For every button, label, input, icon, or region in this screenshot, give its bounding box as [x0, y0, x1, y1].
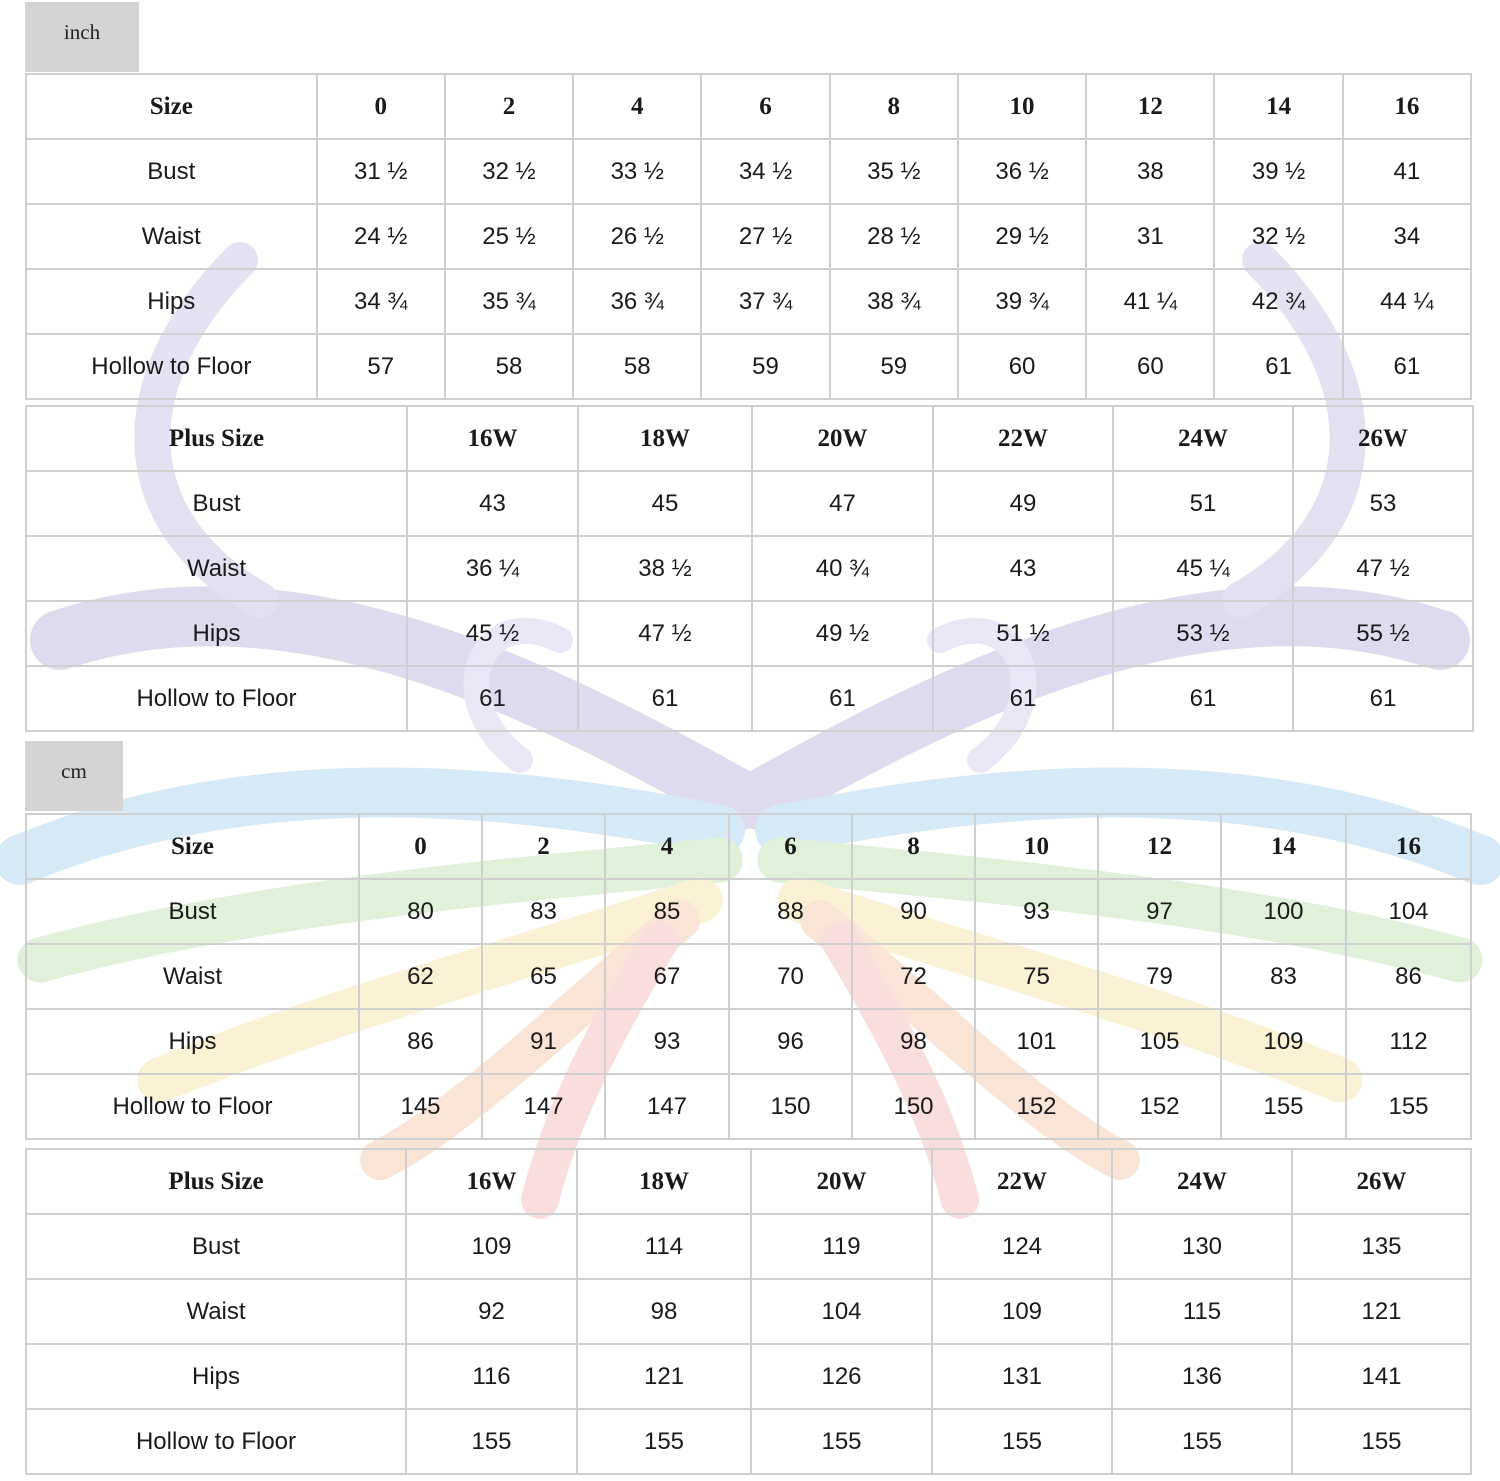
measurement-value-cell: 47 ½	[578, 601, 752, 666]
measurement-value-cell: 41	[1343, 139, 1471, 204]
measurement-value-cell: 45	[578, 471, 752, 536]
measurement-value-cell: 58	[573, 334, 701, 399]
measurement-value-cell: 59	[830, 334, 958, 399]
measurement-value-cell: 33 ½	[573, 139, 701, 204]
measurement-value-cell: 155	[1346, 1074, 1471, 1139]
measurement-value-cell: 131	[932, 1344, 1112, 1409]
header-label-cell: Size	[26, 814, 359, 879]
measurement-value-cell: 62	[359, 944, 482, 1009]
measurement-value-cell: 41 ¼	[1086, 269, 1214, 334]
measurement-value-cell: 65	[482, 944, 605, 1009]
measurement-value-cell: 45 ¼	[1113, 536, 1293, 601]
measurement-value-cell: 51 ½	[933, 601, 1113, 666]
measurement-value-cell: 104	[1346, 879, 1471, 944]
measurement-value-cell: 36 ¼	[407, 536, 578, 601]
measurement-value-cell: 92	[406, 1279, 577, 1344]
cm-standard-size-table	[25, 813, 1472, 1140]
table-row	[26, 1344, 1471, 1409]
measurement-value-cell: 124	[932, 1214, 1112, 1279]
measurement-value-cell: 97	[1098, 879, 1221, 944]
measurement-value-cell: 53 ½	[1113, 601, 1293, 666]
measurement-label-cell: Hips	[26, 1009, 359, 1074]
measurement-value-cell: 32 ½	[445, 139, 573, 204]
measurement-value-cell: 44 ¼	[1343, 269, 1471, 334]
size-header-cell: 18W	[577, 1149, 751, 1214]
table-row	[26, 944, 1471, 1009]
measurement-label-cell: Waist	[26, 944, 359, 1009]
measurement-value-cell: 29 ½	[958, 204, 1086, 269]
size-header-cell: 22W	[932, 1149, 1112, 1214]
measurement-value-cell: 152	[975, 1074, 1098, 1139]
unit-tab-cm	[25, 741, 123, 811]
measurement-value-cell: 93	[605, 1009, 729, 1074]
header-label-cell: Plus Size	[26, 406, 407, 471]
table-header-row	[26, 1149, 1471, 1214]
size-header-cell: 18W	[578, 406, 752, 471]
measurement-value-cell: 136	[1112, 1344, 1292, 1409]
measurement-value-cell: 75	[975, 944, 1098, 1009]
measurement-value-cell: 155	[932, 1409, 1112, 1474]
measurement-value-cell: 67	[605, 944, 729, 1009]
measurement-label-cell: Hollow to Floor	[26, 334, 317, 399]
size-header-cell: 10	[975, 814, 1098, 879]
size-header-cell: 14	[1221, 814, 1346, 879]
measurement-value-cell: 98	[852, 1009, 975, 1074]
size-header-cell: 20W	[752, 406, 933, 471]
table-row	[26, 1214, 1471, 1279]
measurement-value-cell: 42 ¾	[1214, 269, 1342, 334]
header-label-cell: Plus Size	[26, 1149, 406, 1214]
size-header-cell: 10	[958, 74, 1086, 139]
measurement-value-cell: 60	[958, 334, 1086, 399]
unit-tab-label: cm	[61, 758, 87, 783]
table-row	[26, 139, 1471, 204]
measurement-value-cell: 91	[482, 1009, 605, 1074]
header-label-cell: Size	[26, 74, 317, 139]
table-row	[26, 666, 1473, 731]
measurement-value-cell: 36 ½	[958, 139, 1086, 204]
measurement-value-cell: 43	[933, 536, 1113, 601]
measurement-value-cell: 31	[1086, 204, 1214, 269]
size-header-cell: 16	[1346, 814, 1471, 879]
measurement-value-cell: 88	[729, 879, 852, 944]
measurement-value-cell: 34 ¾	[317, 269, 445, 334]
measurement-value-cell: 61	[1343, 334, 1471, 399]
size-header-cell: 12	[1086, 74, 1214, 139]
measurement-value-cell: 38	[1086, 139, 1214, 204]
measurement-value-cell: 100	[1221, 879, 1346, 944]
size-header-cell: 4	[605, 814, 729, 879]
measurement-value-cell: 49	[933, 471, 1113, 536]
size-header-cell: 8	[830, 74, 958, 139]
measurement-value-cell: 25 ½	[445, 204, 573, 269]
measurement-label-cell: Bust	[26, 471, 407, 536]
size-header-cell: 4	[573, 74, 701, 139]
table-row	[26, 1409, 1471, 1474]
measurement-value-cell: 55 ½	[1293, 601, 1473, 666]
measurement-value-cell: 152	[1098, 1074, 1221, 1139]
size-header-cell: 6	[701, 74, 829, 139]
measurement-label-cell: Hips	[26, 1344, 406, 1409]
table-row	[26, 204, 1471, 269]
measurement-value-cell: 51	[1113, 471, 1293, 536]
measurement-value-cell: 79	[1098, 944, 1221, 1009]
measurement-value-cell: 150	[852, 1074, 975, 1139]
measurement-value-cell: 38 ½	[578, 536, 752, 601]
measurement-value-cell: 86	[359, 1009, 482, 1074]
measurement-value-cell: 61	[407, 666, 578, 731]
measurement-value-cell: 49 ½	[752, 601, 933, 666]
measurement-label-cell: Hips	[26, 601, 407, 666]
measurement-value-cell: 59	[701, 334, 829, 399]
size-header-cell: 22W	[933, 406, 1113, 471]
size-header-cell: 24W	[1112, 1149, 1292, 1214]
measurement-value-cell: 39 ½	[1214, 139, 1342, 204]
measurement-value-cell: 72	[852, 944, 975, 1009]
measurement-value-cell: 37 ¾	[701, 269, 829, 334]
inch-standard-size-table	[25, 73, 1472, 400]
measurement-value-cell: 26 ½	[573, 204, 701, 269]
size-header-cell: 26W	[1293, 406, 1473, 471]
measurement-value-cell: 109	[406, 1214, 577, 1279]
measurement-label-cell: Bust	[26, 1214, 406, 1279]
measurement-value-cell: 61	[1214, 334, 1342, 399]
measurement-value-cell: 115	[1112, 1279, 1292, 1344]
size-header-cell: 2	[445, 74, 573, 139]
inch-plus-size-table	[25, 405, 1474, 732]
measurement-label-cell: Waist	[26, 204, 317, 269]
measurement-value-cell: 61	[752, 666, 933, 731]
measurement-value-cell: 83	[482, 879, 605, 944]
table-row	[26, 1279, 1471, 1344]
measurement-value-cell: 155	[751, 1409, 932, 1474]
measurement-value-cell: 135	[1292, 1214, 1471, 1279]
measurement-value-cell: 109	[1221, 1009, 1346, 1074]
measurement-value-cell: 109	[932, 1279, 1112, 1344]
size-header-cell: 12	[1098, 814, 1221, 879]
size-header-cell: 0	[317, 74, 445, 139]
measurement-value-cell: 60	[1086, 334, 1214, 399]
measurement-value-cell: 101	[975, 1009, 1098, 1074]
size-header-cell: 26W	[1292, 1149, 1471, 1214]
size-header-cell: 24W	[1113, 406, 1293, 471]
measurement-value-cell: 116	[406, 1344, 577, 1409]
table-header-row	[26, 74, 1471, 139]
measurement-value-cell: 45 ½	[407, 601, 578, 666]
size-header-cell: 16W	[406, 1149, 577, 1214]
size-header-cell: 8	[852, 814, 975, 879]
measurement-value-cell: 24 ½	[317, 204, 445, 269]
measurement-value-cell: 61	[1293, 666, 1473, 731]
measurement-value-cell: 39 ¾	[958, 269, 1086, 334]
measurement-value-cell: 155	[1292, 1409, 1471, 1474]
measurement-value-cell: 121	[577, 1344, 751, 1409]
measurement-value-cell: 40 ¾	[752, 536, 933, 601]
measurement-value-cell: 126	[751, 1344, 932, 1409]
measurement-label-cell: Hollow to Floor	[26, 1074, 359, 1139]
measurement-value-cell: 36 ¾	[573, 269, 701, 334]
measurement-value-cell: 47	[752, 471, 933, 536]
measurement-value-cell: 104	[751, 1279, 932, 1344]
measurement-value-cell: 105	[1098, 1009, 1221, 1074]
measurement-value-cell: 86	[1346, 944, 1471, 1009]
measurement-label-cell: Bust	[26, 879, 359, 944]
measurement-value-cell: 130	[1112, 1214, 1292, 1279]
measurement-value-cell: 155	[1221, 1074, 1346, 1139]
measurement-label-cell: Hollow to Floor	[26, 666, 407, 731]
measurement-value-cell: 93	[975, 879, 1098, 944]
measurement-value-cell: 147	[482, 1074, 605, 1139]
table-row	[26, 1009, 1471, 1074]
measurement-value-cell: 43	[407, 471, 578, 536]
measurement-value-cell: 31 ½	[317, 139, 445, 204]
table-row	[26, 269, 1471, 334]
measurement-value-cell: 85	[605, 879, 729, 944]
measurement-label-cell: Hollow to Floor	[26, 1409, 406, 1474]
measurement-value-cell: 155	[406, 1409, 577, 1474]
size-header-cell: 6	[729, 814, 852, 879]
measurement-value-cell: 155	[577, 1409, 751, 1474]
measurement-value-cell: 112	[1346, 1009, 1471, 1074]
measurement-value-cell: 61	[933, 666, 1113, 731]
measurement-value-cell: 155	[1112, 1409, 1292, 1474]
measurement-value-cell: 83	[1221, 944, 1346, 1009]
measurement-value-cell: 80	[359, 879, 482, 944]
table-row	[26, 471, 1473, 536]
measurement-value-cell: 35 ¾	[445, 269, 573, 334]
measurement-value-cell: 58	[445, 334, 573, 399]
measurement-value-cell: 28 ½	[830, 204, 958, 269]
measurement-value-cell: 145	[359, 1074, 482, 1139]
measurement-label-cell: Hips	[26, 269, 317, 334]
measurement-value-cell: 61	[578, 666, 752, 731]
size-header-cell: 16	[1343, 74, 1471, 139]
size-header-cell: 14	[1214, 74, 1342, 139]
size-header-cell: 16W	[407, 406, 578, 471]
cm-plus-size-table	[25, 1148, 1472, 1475]
measurement-label-cell: Bust	[26, 139, 317, 204]
measurement-value-cell: 119	[751, 1214, 932, 1279]
measurement-value-cell: 38 ¾	[830, 269, 958, 334]
measurement-value-cell: 53	[1293, 471, 1473, 536]
measurement-value-cell: 61	[1113, 666, 1293, 731]
size-header-cell: 20W	[751, 1149, 932, 1214]
measurement-value-cell: 27 ½	[701, 204, 829, 269]
measurement-value-cell: 114	[577, 1214, 751, 1279]
measurement-value-cell: 150	[729, 1074, 852, 1139]
size-header-cell: 0	[359, 814, 482, 879]
measurement-value-cell: 141	[1292, 1344, 1471, 1409]
table-row	[26, 334, 1471, 399]
table-row	[26, 879, 1471, 944]
table-row	[26, 601, 1473, 666]
measurement-value-cell: 147	[605, 1074, 729, 1139]
measurement-label-cell: Waist	[26, 1279, 406, 1344]
measurement-value-cell: 32 ½	[1214, 204, 1342, 269]
size-header-cell: 2	[482, 814, 605, 879]
measurement-value-cell: 90	[852, 879, 975, 944]
measurement-value-cell: 96	[729, 1009, 852, 1074]
measurement-value-cell: 34	[1343, 204, 1471, 269]
measurement-value-cell: 98	[577, 1279, 751, 1344]
measurement-value-cell: 35 ½	[830, 139, 958, 204]
measurement-value-cell: 70	[729, 944, 852, 1009]
unit-tab-inch	[25, 2, 139, 72]
measurement-value-cell: 57	[317, 334, 445, 399]
measurement-label-cell: Waist	[26, 536, 407, 601]
measurement-value-cell: 34 ½	[701, 139, 829, 204]
table-row	[26, 1074, 1471, 1139]
measurement-value-cell: 47 ½	[1293, 536, 1473, 601]
measurement-value-cell: 121	[1292, 1279, 1471, 1344]
unit-tab-label: inch	[63, 19, 101, 44]
table-row	[26, 536, 1473, 601]
table-header-row	[26, 406, 1473, 471]
table-header-row	[26, 814, 1471, 879]
